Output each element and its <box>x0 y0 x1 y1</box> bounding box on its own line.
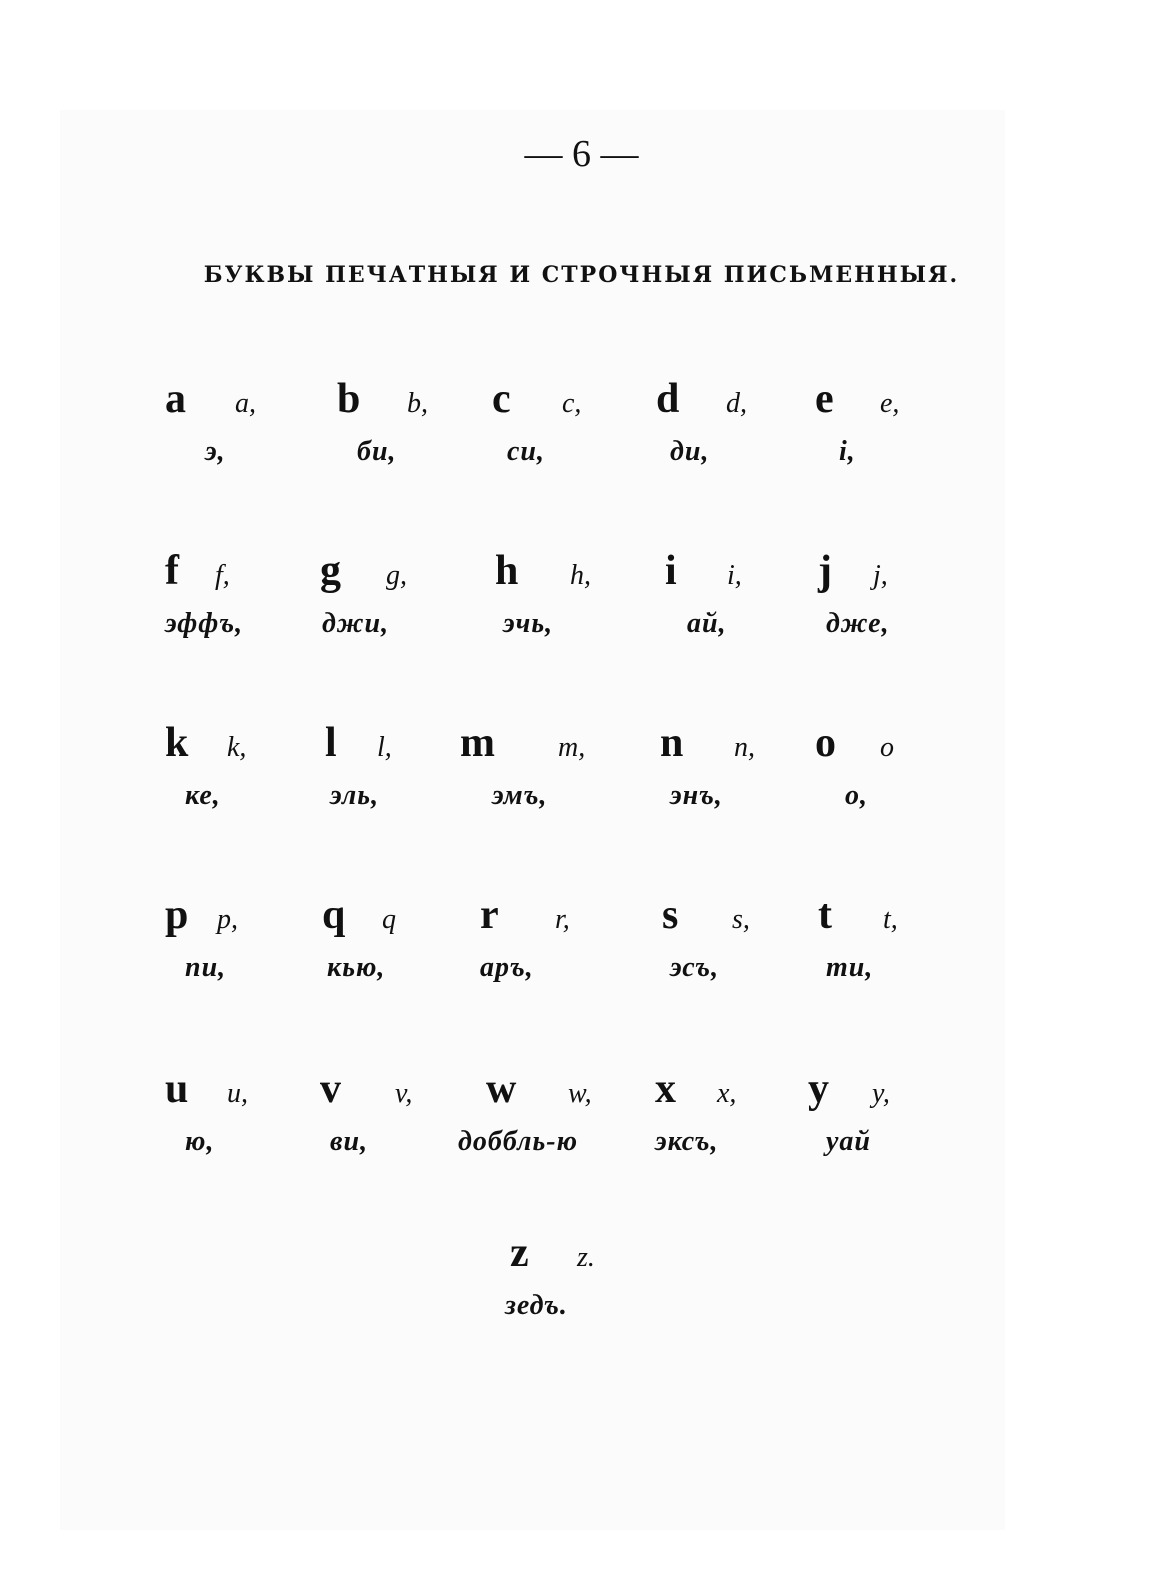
printed-letter: v <box>320 1066 341 1112</box>
letter-y <box>808 1066 978 1186</box>
letter-name: эмъ, <box>492 780 548 811</box>
printed-letter: w <box>486 1066 517 1112</box>
script-letter: q <box>382 904 396 935</box>
letter-name: эчь, <box>503 608 554 639</box>
printed-letter: c <box>492 376 511 422</box>
printed-letter: n <box>660 720 684 766</box>
letter-n <box>660 720 830 840</box>
printed-letter: k <box>165 720 189 766</box>
script-letter: j, <box>873 560 888 591</box>
script-letter: d, <box>726 388 747 419</box>
printed-letter: d <box>656 376 680 422</box>
letter-name: зедъ. <box>505 1290 568 1321</box>
script-letter: k, <box>227 732 247 763</box>
letter-z <box>0 1230 1163 1340</box>
script-letter: m, <box>558 732 586 763</box>
letter-name: эсъ, <box>670 952 720 983</box>
script-letter: r, <box>555 904 570 935</box>
letter-e <box>815 376 985 496</box>
printed-letter: o <box>815 720 836 766</box>
printed-letter: i <box>665 548 677 594</box>
letter-q <box>322 892 492 1012</box>
printed-letter: t <box>818 892 832 938</box>
letter-name: эксъ, <box>655 1126 719 1157</box>
letter-name: ю, <box>185 1126 215 1157</box>
letter-name: ди, <box>670 436 710 467</box>
letter-name: эль, <box>330 780 380 811</box>
letter-r <box>480 892 650 1012</box>
script-letter: o <box>880 732 894 763</box>
printed-letter: g <box>320 548 341 594</box>
letter-g <box>320 548 490 668</box>
letter-name: пи, <box>185 952 227 983</box>
printed-letter: l <box>325 720 337 766</box>
letter-h <box>495 548 665 668</box>
printed-letter: y <box>808 1066 829 1112</box>
printed-letter: a <box>165 376 186 422</box>
letter-f <box>165 548 335 668</box>
letter-name: о, <box>845 780 868 811</box>
script-letter: u, <box>227 1078 248 1109</box>
letter-name: уай <box>826 1126 871 1157</box>
printed-letter: u <box>165 1066 189 1112</box>
letter-name: аръ, <box>480 952 534 983</box>
letter-name: си, <box>507 436 545 467</box>
letter-j <box>818 548 988 668</box>
letter-s <box>662 892 832 1012</box>
printed-letter: r <box>480 892 499 938</box>
script-letter: g, <box>386 560 407 591</box>
letter-b <box>337 376 507 496</box>
letter-name: дже, <box>826 608 890 639</box>
letter-c <box>492 376 662 496</box>
letter-name: ти, <box>826 952 874 983</box>
script-letter: p, <box>217 904 238 935</box>
script-letter: b, <box>407 388 428 419</box>
script-letter: h, <box>570 560 591 591</box>
script-letter: f, <box>215 560 230 591</box>
letter-name: ай, <box>687 608 727 639</box>
printed-letter: x <box>655 1066 676 1112</box>
printed-letter: m <box>460 720 495 766</box>
page-number: — 6 — <box>524 133 639 175</box>
page-heading: БУКВЫ ПЕЧАТНЫЯ И СТРОЧНЫЯ ПИСЬМЕННЫЯ. <box>203 262 960 288</box>
alphabet-row-1 <box>0 376 1163 496</box>
script-letter: z. <box>577 1242 595 1273</box>
letter-x <box>655 1066 825 1186</box>
letter-d <box>656 376 826 496</box>
script-letter: n, <box>734 732 755 763</box>
script-letter: t, <box>883 904 898 935</box>
alphabet-row-5 <box>0 1066 1163 1186</box>
alphabet-row-4 <box>0 892 1163 1012</box>
letter-t <box>818 892 988 1012</box>
script-letter: a, <box>235 388 256 419</box>
script-letter: w, <box>568 1078 592 1109</box>
alphabet-row-2 <box>0 548 1163 668</box>
letter-name: i, <box>839 436 856 467</box>
letter-name: ке, <box>185 780 221 811</box>
letter-i <box>665 548 835 668</box>
letter-u <box>165 1066 335 1186</box>
letter-w <box>458 1066 648 1186</box>
letter-o <box>815 720 985 840</box>
script-letter: x, <box>717 1078 737 1109</box>
letter-name: кью, <box>327 952 386 983</box>
script-letter: v, <box>395 1078 413 1109</box>
printed-letter: s <box>662 892 679 938</box>
letter-m <box>460 720 630 840</box>
alphabet-row-3 <box>0 720 1163 840</box>
letter-name: э, <box>205 436 226 467</box>
printed-letter: q <box>322 892 346 938</box>
printed-letter: p <box>165 892 189 938</box>
script-letter: s, <box>732 904 750 935</box>
script-letter: i, <box>727 560 742 591</box>
printed-letter: h <box>495 548 519 594</box>
script-letter: c, <box>562 388 582 419</box>
printed-letter: f <box>165 548 179 594</box>
letter-p <box>165 892 335 1012</box>
letter-a <box>165 376 335 496</box>
letter-name: ви, <box>330 1126 369 1157</box>
printed-letter: e <box>815 376 834 422</box>
printed-letter: b <box>337 376 361 422</box>
letter-name: би, <box>357 436 397 467</box>
script-letter: y, <box>872 1078 890 1109</box>
script-letter: l, <box>377 732 392 763</box>
letter-name: эффъ, <box>165 608 244 639</box>
script-letter: e, <box>880 388 900 419</box>
printed-letter: j <box>818 548 832 594</box>
letter-name: доббль-ю <box>458 1126 579 1157</box>
letter-name: энъ, <box>670 780 723 811</box>
letter-name: джи, <box>322 608 390 639</box>
letter-k <box>165 720 335 840</box>
printed-letter: z <box>510 1230 529 1276</box>
